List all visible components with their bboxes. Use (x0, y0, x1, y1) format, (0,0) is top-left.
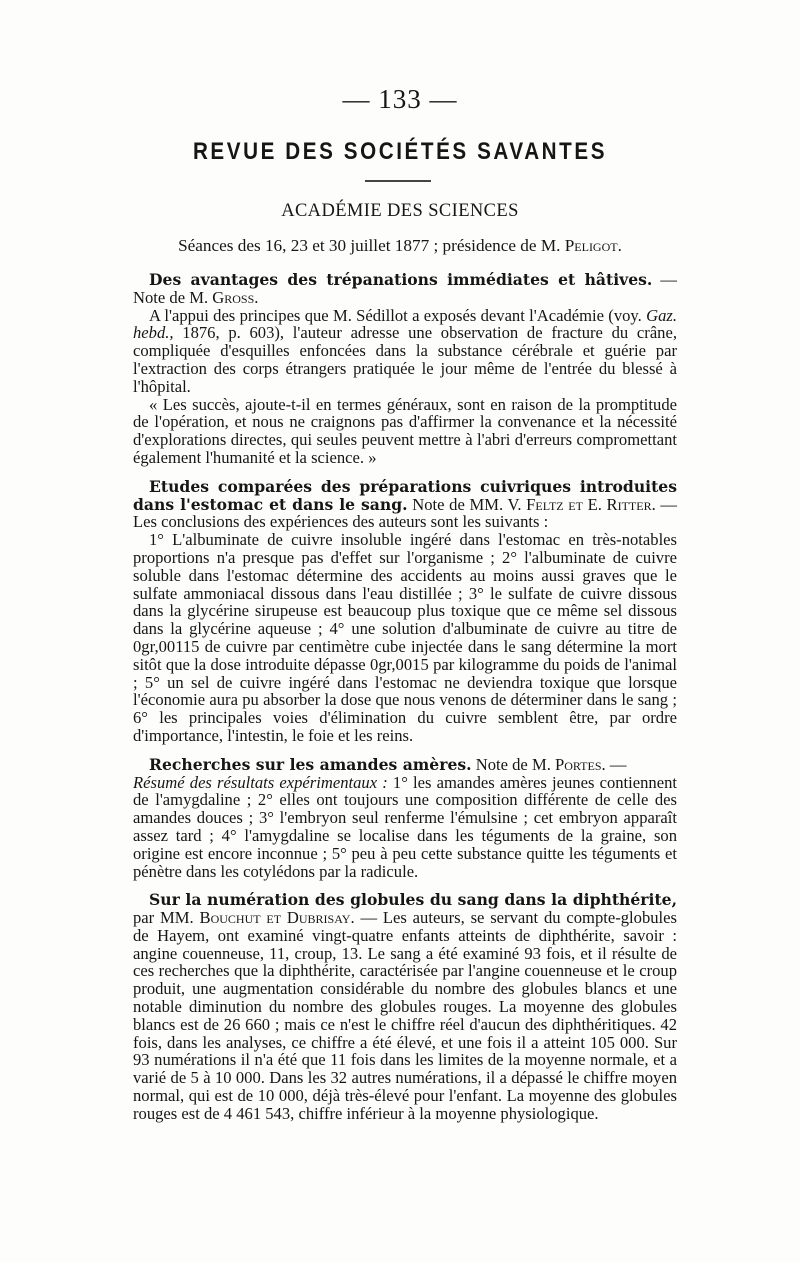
quote-paragraph: « Les succès, ajoute-t-il en termes généraux, sont en raison de la promptitude de l'opération, et nous ne craignons pas d'affirmer la convenance et la nécessité d'explorations directes, qui seules peuvent mettre à l'abri d'erreurs compromettant également l'humanité et la science. » (133, 394, 677, 467)
session-dates (0, 236, 800, 256)
note-suffix: . — (601, 754, 627, 774)
president-name: Peligot (564, 236, 618, 255)
section-title: REVUE DES SOCIÉTÉS SAVANTES (192, 138, 608, 165)
note-authors: Portes (555, 754, 602, 774)
title-rule (365, 180, 431, 182)
paragraph-text: 1° les amandes amères jeunes contiennent de l'amygdaline ; 2° elles ont toujours une composition différente de celle des amandes douces ; 3° l'embryon seul renferme l'émulsine ; cet embryon apparaît assez tard ; 4° l'amygdaline se localise dans les téguments de la graine, son origine est encore inconnue ; 5° peu à peu cette substance quitte les téguments et pénètre dans les cotylédons par la radicule. (133, 772, 677, 881)
note-suffix: . (350, 908, 355, 928)
article-amandes (133, 756, 677, 881)
article-cuivriques (133, 478, 677, 745)
journal-reference: Gaz. hebd., (133, 305, 677, 343)
session-suffix: . (617, 236, 622, 255)
page-number: — 133 — (342, 84, 458, 114)
note-prefix: par MM. (133, 908, 200, 928)
results-lead: Résumé des résultats expérimentaux : (133, 772, 388, 792)
paragraph-text: — Les conclusions des expériences des auteurs sont les suivants : (133, 494, 678, 532)
article-heading: Des avantages des trépanations immédiates et hâtives. (149, 270, 653, 289)
conclusions-paragraph: 1° L'albuminate de cuivre insoluble ingéré dans l'estomac en très-notables proportions n'a presque pas d'effet sur l'organisme ; 2° l'albuminate de cuivre soluble dans l'estomac détermine des accidents au moins aussi graves que le sulfate ammoniacal dissous dans l'eau distillée ; 3° le sulfate de cuivre dissous dans la glycérine sirupeuse est beaucoup plus toxique que ce même sel dissous dans la glycérine aqueuse ; 4° une solution d'albuminate de cuivre au titre de 0gr,00115 de cuivre par centimètre cube injectée dans le sang détermine la mort sitôt que la dose introduite dépasse 0gr,0015 par kilogramme du poids de l'animal ; 5° un sel de cuivre ingéré dans l'estomac ne deviendra toxique que lorsque l'économie aura pu absorber la dose que nous venons de déterminer dans le sang ; 6° les principales voies d'élimination du cuivre semblent être, par ordre d'importance, l'intestin, le foie et les reins. (133, 530, 677, 745)
academy-heading: ACADÉMIE DES SCIENCES (281, 201, 519, 221)
article-heading: Recherches sur les amandes amères. (149, 754, 472, 774)
note-authors: Bouchut et Dubrisay (199, 908, 351, 928)
article-heading: Sur la numération des globules du sang dans la diphthérite, (149, 890, 677, 910)
article-heading: Etudes comparées des préparations cuivriques introduites dans l'estomac et dans le sang. (133, 476, 677, 514)
note-authors: Feltz et E. Ritter (526, 494, 652, 514)
paragraph-text: A l'appui des principes que M. Sédillot a exposés devant l'Académie (voy. (149, 305, 647, 325)
note-prefix: Note de M. (471, 754, 555, 774)
article-body (133, 271, 677, 1123)
article-diphtherite (133, 891, 677, 1122)
session-prefix: Séances des 16, 23 et 30 juillet 1877 ; présidence de M. (178, 236, 565, 255)
note-prefix: Note de MM. V. (407, 494, 527, 514)
note-suffix: . (254, 287, 259, 307)
note-authors: Gross (212, 287, 255, 307)
note-prefix: — Note de M. (133, 270, 677, 307)
paragraph-text: — Les auteurs, se servant du compte-globules de Hayem, ont examiné vingt-quatre enfants atteints de diphthérite, savoir : angine couenneuse, 11, croup, 13. Le sang a été examiné 93 fois, et il résulte de ces recherches que la diphthérite, caractérisée par l'angine couenneuse et le croup produit, une augmentation considérable du nombre des globules blancs et une notable diminution du nombre des globules rouges. La moyenne des globules blancs est de 26 660 ; mais ce n'est le chiffre réel d'aucun des diphthéritiques. 42 fois, dans les analyses, ce chiffre a été élevé, et une fois il a atteint 105 000. Sur 93 numérations il n'a été que 11 fois dans les limites de la moyenne normale, et a varié de 5 à 10 000. Dans les 32 autres numérations, il a dépassé le chiffre moyen normal, qui est de 10 000, déjà très-élevé pour l'enfant. La moyenne des globules rouges est de 4 461 543, chiffre inférieur à la moyenne physiologique. (133, 908, 677, 1123)
note-suffix: . (651, 494, 656, 514)
paragraph-text: 1876, p. 603), l'auteur adresse une observation de fracture du crâne, compliquée d'esquilles enfoncées dans la substance cérébrale et guérie par l'extraction des corps étrangers pratiquée le jour même de l'entrée du blessé à l'hôpital. (133, 323, 677, 396)
article-trepanations (133, 271, 677, 467)
